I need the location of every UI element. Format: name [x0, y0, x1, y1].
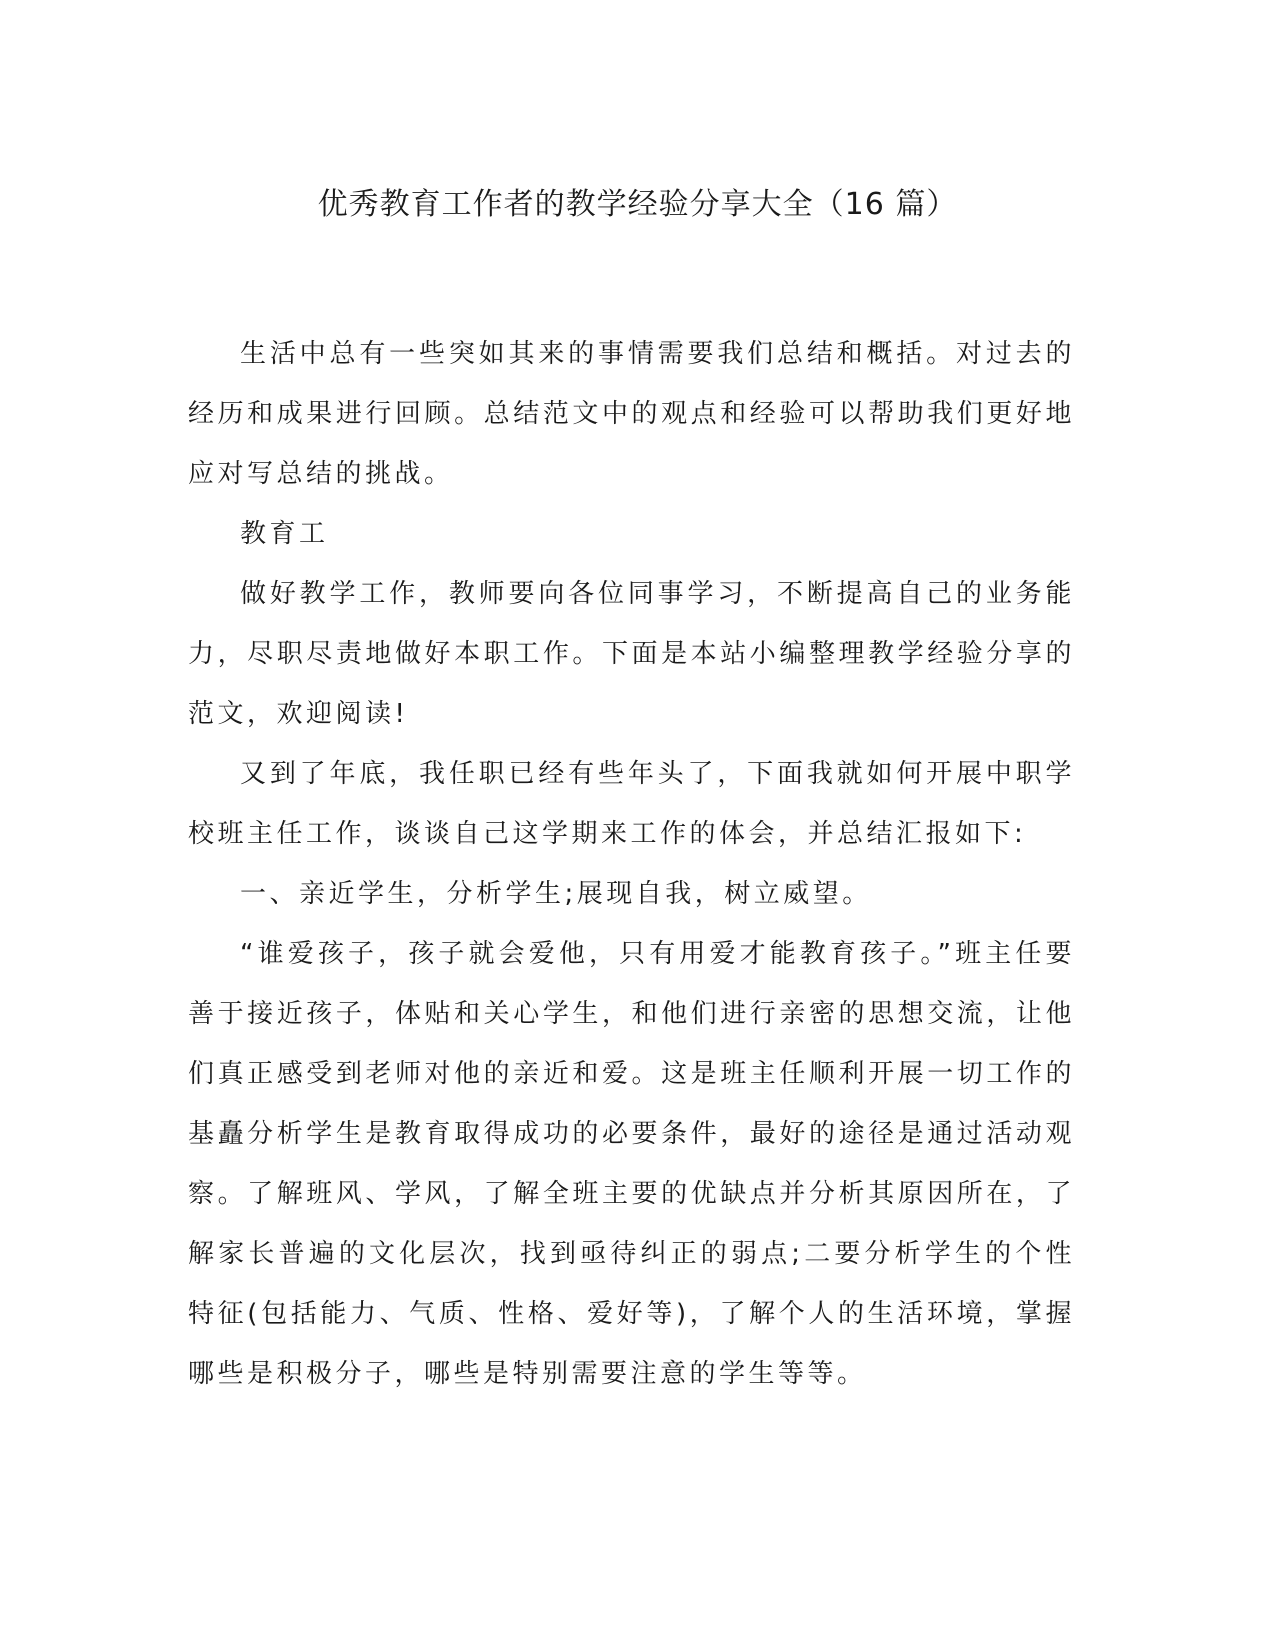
document-body	[188, 324, 1075, 1404]
paragraph-preface: 做好教学工作，教师要向各位同事学习，不断提高自己的业务能力，尽职尽责地做好本职工作。下面是本站小编整理教学经验分享的范文，欢迎阅读!	[188, 579, 1075, 729]
paragraph-section-1: “谁爱孩子，孩子就会爱他，只有用爱才能教育孩子。”班主任要善于接近孩子，体贴和关心学生，和他们进行亲密的思想交流，让他们真正感受到老师对他的亲近和爱。这是班主任顺利开展一切工作的基矗分析学生是教育取得成功的必要条件，最好的途径是通过活动观察。了解班风、学风，了解全班主要的优缺点并分析其原因所在，了解家长普遍的文化层次，找到亟待纠正的弱点;二要分析学生的个性特征(包括能力、气质、性格、爱好等)，了解个人的生活环境，掌握哪些是积极分子，哪些是特别需要注意的学生等等。	[188, 939, 1075, 1389]
section-heading-1: 一、亲近学生，分析学生;展现自我，树立威望。	[240, 879, 872, 909]
paragraph-intro: 生活中总有一些突如其来的事情需要我们总结和概括。对过去的经历和成果进行回顾。总结范文中的观点和经验可以帮助我们更好地应对写总结的挑战。	[188, 339, 1075, 489]
document-title: 优秀教育工作者的教学经验分享大全（16 篇）	[317, 187, 958, 222]
paragraph-heading-fragment: 教育工	[240, 519, 329, 549]
paragraph-opening: 又到了年底，我任职已经有些年头了，下面我就如何开展中职学校班主任工作，谈谈自己这学期来工作的体会，并总结汇报如下:	[188, 759, 1075, 849]
